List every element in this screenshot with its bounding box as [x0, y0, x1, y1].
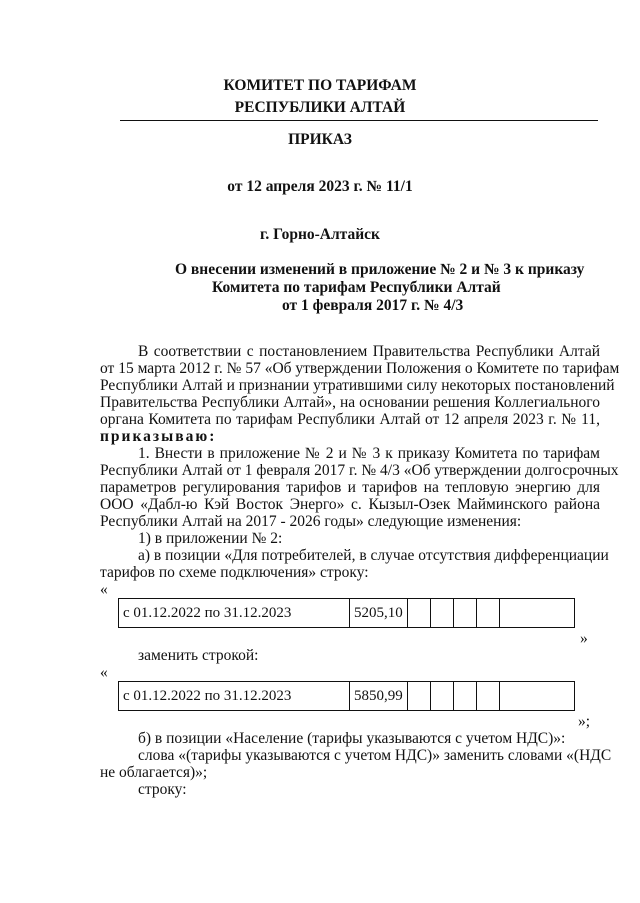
body-text-line: от 15 марта 2012 г. № 57 «Об утверждении Положения о Комитете по тарифам — [100, 360, 620, 377]
subject-line2: Комитета по тарифам Республики Алтай — [212, 279, 501, 296]
empty-cell — [430, 599, 453, 628]
body-text-line: 1. Внести в приложение № 2 и № 3 к приказу Комитета по тарифам — [138, 445, 600, 462]
close-quote: »; — [578, 713, 591, 730]
body-text-line: органа Комитета по тарифам Республики Алтай от 12 апреля 2023 г. № 11, — [100, 411, 600, 428]
table-row — [119, 682, 575, 711]
tariff-value-cell: 5205,10 — [350, 599, 408, 628]
document-type: ПРИКАЗ — [288, 131, 352, 148]
tariff-table-old — [118, 598, 575, 628]
body-text-line: В соответствии с постановлением Правительства Республики Алтай — [138, 343, 600, 360]
open-quote: « — [100, 581, 108, 598]
empty-cell — [430, 682, 453, 711]
org-name-line2: РЕСПУБЛИКИ АЛТАЙ — [234, 99, 406, 116]
list-item-b: б) в позиции «Население (тарифы указываются с учетом НДС)»: — [138, 730, 566, 747]
empty-cell — [476, 682, 499, 711]
list-item-1: 1) в приложении № 2: — [138, 530, 283, 547]
header-rule — [120, 120, 598, 121]
tariff-table-new — [118, 681, 575, 711]
empty-cell — [453, 682, 476, 711]
empty-cell — [476, 599, 499, 628]
body-text-line: ООО «Дабл-ю Кэй Восток Энерго» с. Кызыл-Озек Майминского района — [100, 496, 600, 513]
open-quote: « — [100, 664, 108, 681]
subject-line1: О внесении изменений в приложение № 2 и № 3 к приказу — [175, 261, 585, 278]
list-item-b-cont: не облагается)»; — [100, 764, 208, 781]
empty-cell — [499, 682, 574, 711]
list-item-b-cont: слова «(тарифы указываются с учетом НДС)» заменить словами «(НДС — [138, 747, 612, 764]
document-date-number: от 12 апреля 2023 г. № 11/1 — [227, 178, 413, 195]
body-text-line: Республики Алтай от 1 февраля 2017 г. № 4/3 «Об утверждении долгосрочных — [100, 462, 619, 479]
replace-label: заменить строкой: — [138, 647, 259, 664]
body-text-line: параметров регулирования тарифов и тарифов на тепловую энергию для — [100, 479, 600, 496]
body-text-line: Правительства Республики Алтай», на основании решения Коллегиального — [100, 394, 600, 411]
empty-cell — [407, 599, 430, 628]
empty-cell — [453, 599, 476, 628]
list-item-a: а) в позиции «Для потребителей, в случае отсутствия дифференциации — [138, 547, 609, 564]
table-row — [119, 599, 575, 628]
period-cell: с 01.12.2022 по 31.12.2023 — [119, 599, 350, 628]
list-item-a-cont: тарифов по схеме подключения» строку: — [100, 564, 369, 581]
document-city: г. Горно-Алтайск — [260, 226, 380, 243]
body-text-line: Республики Алтай на 2017 - 2026 годы» следующие изменения: — [100, 513, 522, 530]
org-name-line1: КОМИТЕТ ПО ТАРИФАМ — [223, 77, 417, 94]
tariff-value-cell: 5850,99 — [350, 682, 408, 711]
empty-cell — [407, 682, 430, 711]
subject-line3: от 1 февраля 2017 г. № 4/3 — [282, 297, 464, 314]
empty-cell — [499, 599, 574, 628]
period-cell: с 01.12.2022 по 31.12.2023 — [119, 682, 350, 711]
list-item-b-row: строку: — [138, 781, 187, 798]
body-text-line: Республики Алтай и признании утратившими силу некоторых постановлений — [100, 377, 615, 394]
close-quote: » — [580, 630, 588, 647]
order-keyword: приказываю: — [100, 428, 217, 445]
